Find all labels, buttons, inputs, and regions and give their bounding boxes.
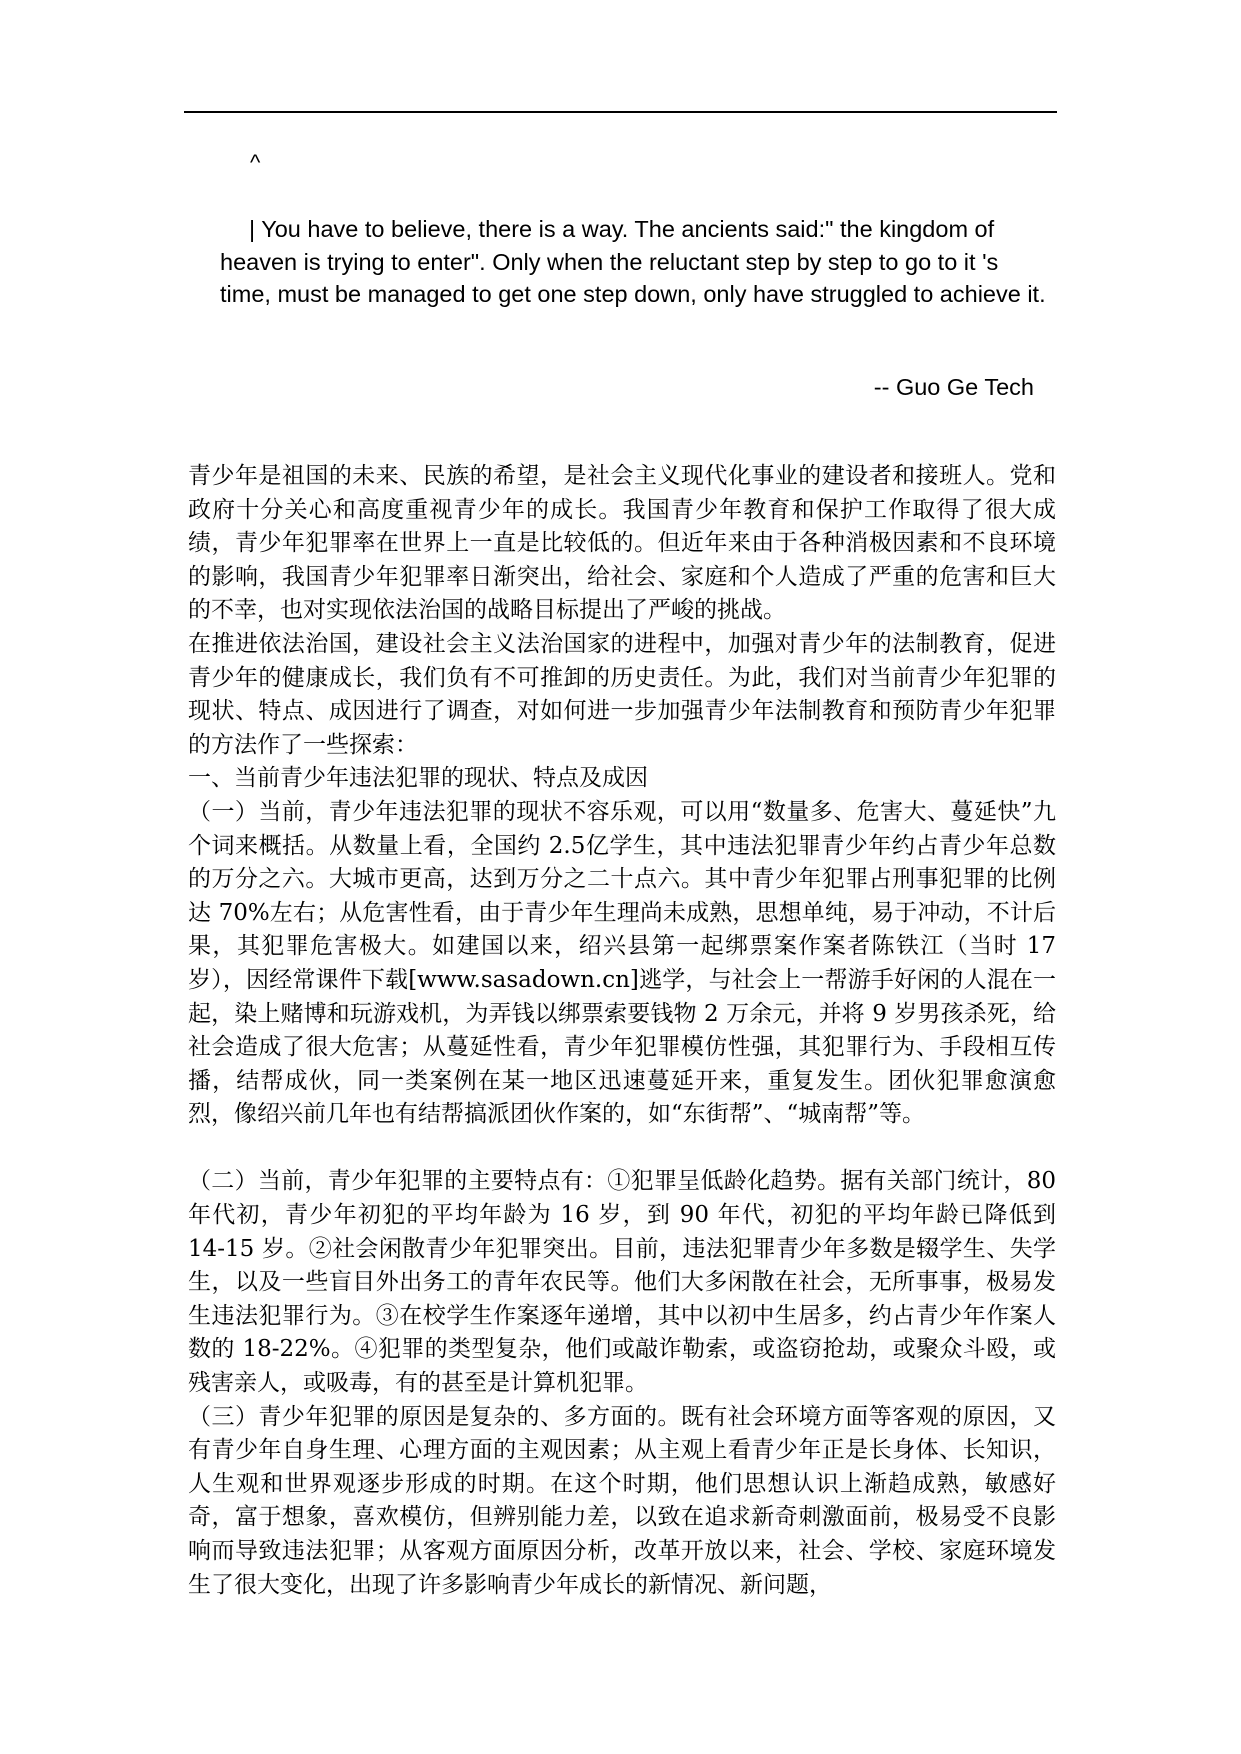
caret-mark: ^: [250, 150, 261, 175]
header-rule: [184, 111, 1057, 113]
article-body: [188, 460, 1056, 1602]
paragraph-features: （二）当前，青少年犯罪的主要特点有：①犯罪呈低龄化趋势。据有关部门统计，80 年代初，青少年初犯的平均年龄为 16 岁，到 90 年代，初犯的平均年龄已降低到 14-15 岁。②社会闲散青少年犯罪突出。目前，违法犯罪青少年多数是辍学生、失学生，以及一些盲目外出务工的青年农民等。他们大多闲散在社会，无所事事，极易发生违法犯罪行为。③在校学生作案逐年递增，其中以初中生居多，约占青少年作案人数的 18-22%。④犯罪的类型复杂，他们或敲诈勒索，或盗窃抢劫，或聚众斗殴，或残害亲人，或吸毒，有的甚至是计算机犯罪。: [188, 1168, 1056, 1397]
paragraph-intro: 青少年是祖国的未来、民族的希望，是社会主义现代化事业的建设者和接班人。党和政府十分关心和高度重视青少年的成长。我国青少年教育和保护工作取得了很大成绩，青少年犯罪率在世界上一直是比较低的。但近年来由于各种消极因素和不良环境的影响，我国青少年犯罪率日渐突出，给社会、家庭和个人造成了严重的危害和巨大的不幸，也对实现依法治国的战略目标提出了严峻的挑战。: [188, 463, 1056, 624]
paragraph-responsibility: 在推进依法治国，建设社会主义法治国家的进程中，加强对青少年的法制教育，促进青少年的健康成长，我们负有不可推卸的历史责任。为此，我们对当前青少年犯罪的现状、特点、成因进行了调查，对如何进一步加强青少年法制教育和预防青少年犯罪的方法作了一些探索：: [188, 630, 1056, 758]
section-heading: 一、当前青少年违法犯罪的现状、特点及成因: [188, 765, 648, 792]
paragraph-causes: （三）青少年犯罪的原因是复杂的、多方面的。既有社会环境方面等客观的原因，又有青少年自身生理、心理方面的主观因素；从主观上看青少年正是长身体、长知识，人生观和世界观逐步形成的时期。在这个时期，他们思想认识上渐趋成熟，敏感好奇，富于想象，喜欢模仿，但辨别能力差，以致在追求新奇刺激面前，极易受不良影响而导致违法犯罪；从客观方面原因分析，改革开放以来，社会、学校、家庭环境发生了很大变化，出现了许多影响青少年成长的新情况、新问题，: [188, 1403, 1056, 1598]
header-quote: | You have to believe, there is a way. The ancients said:" the kingdom of heaven is trying to enter". Only when the reluctant step by step to go to it 's time, must be managed to get one step down, only have struggled to achieve it.: [220, 216, 1046, 307]
paragraph-status: （一）当前，青少年违法犯罪的现状不容乐观，可以用“数量多、危害大、蔓延快”九个词来概括。从数量上看，全国约 2.5亿学生，其中违法犯罪青少年约占青少年总数的万分之六。大城市更高，达到万分之二十点六。其中青少年犯罪占刑事犯罪的比例达 70%左右；从危害性看，由于青少年生理尚未成熟，思想单纯，易于冲动，不计后果，其犯罪危害极大。如建国以来，绍兴县第一起绑票案作案者陈铁江（当时 17 岁），因经常课件下载[www.sasadown.cn]逃学，与社会上一帮游手好闲的人混在一起，染上赌博和玩游戏机，为弄钱以绑票索要钱物 2 万余元，并将 9 岁男孩杀死，给社会造成了很大危害；从蔓延性看，青少年犯罪模仿性强，其犯罪行为、手段相互传播，结帮成伙，同一类案例在某一地区迅速蔓延开来，重复发生。团伙犯罪愈演愈烈，像绍兴前几年也有结帮搞派团伙作案的，如“东街帮”、“城南帮”等。: [188, 798, 1056, 1128]
quote-signature: -- Guo Ge Tech: [873, 374, 1034, 400]
